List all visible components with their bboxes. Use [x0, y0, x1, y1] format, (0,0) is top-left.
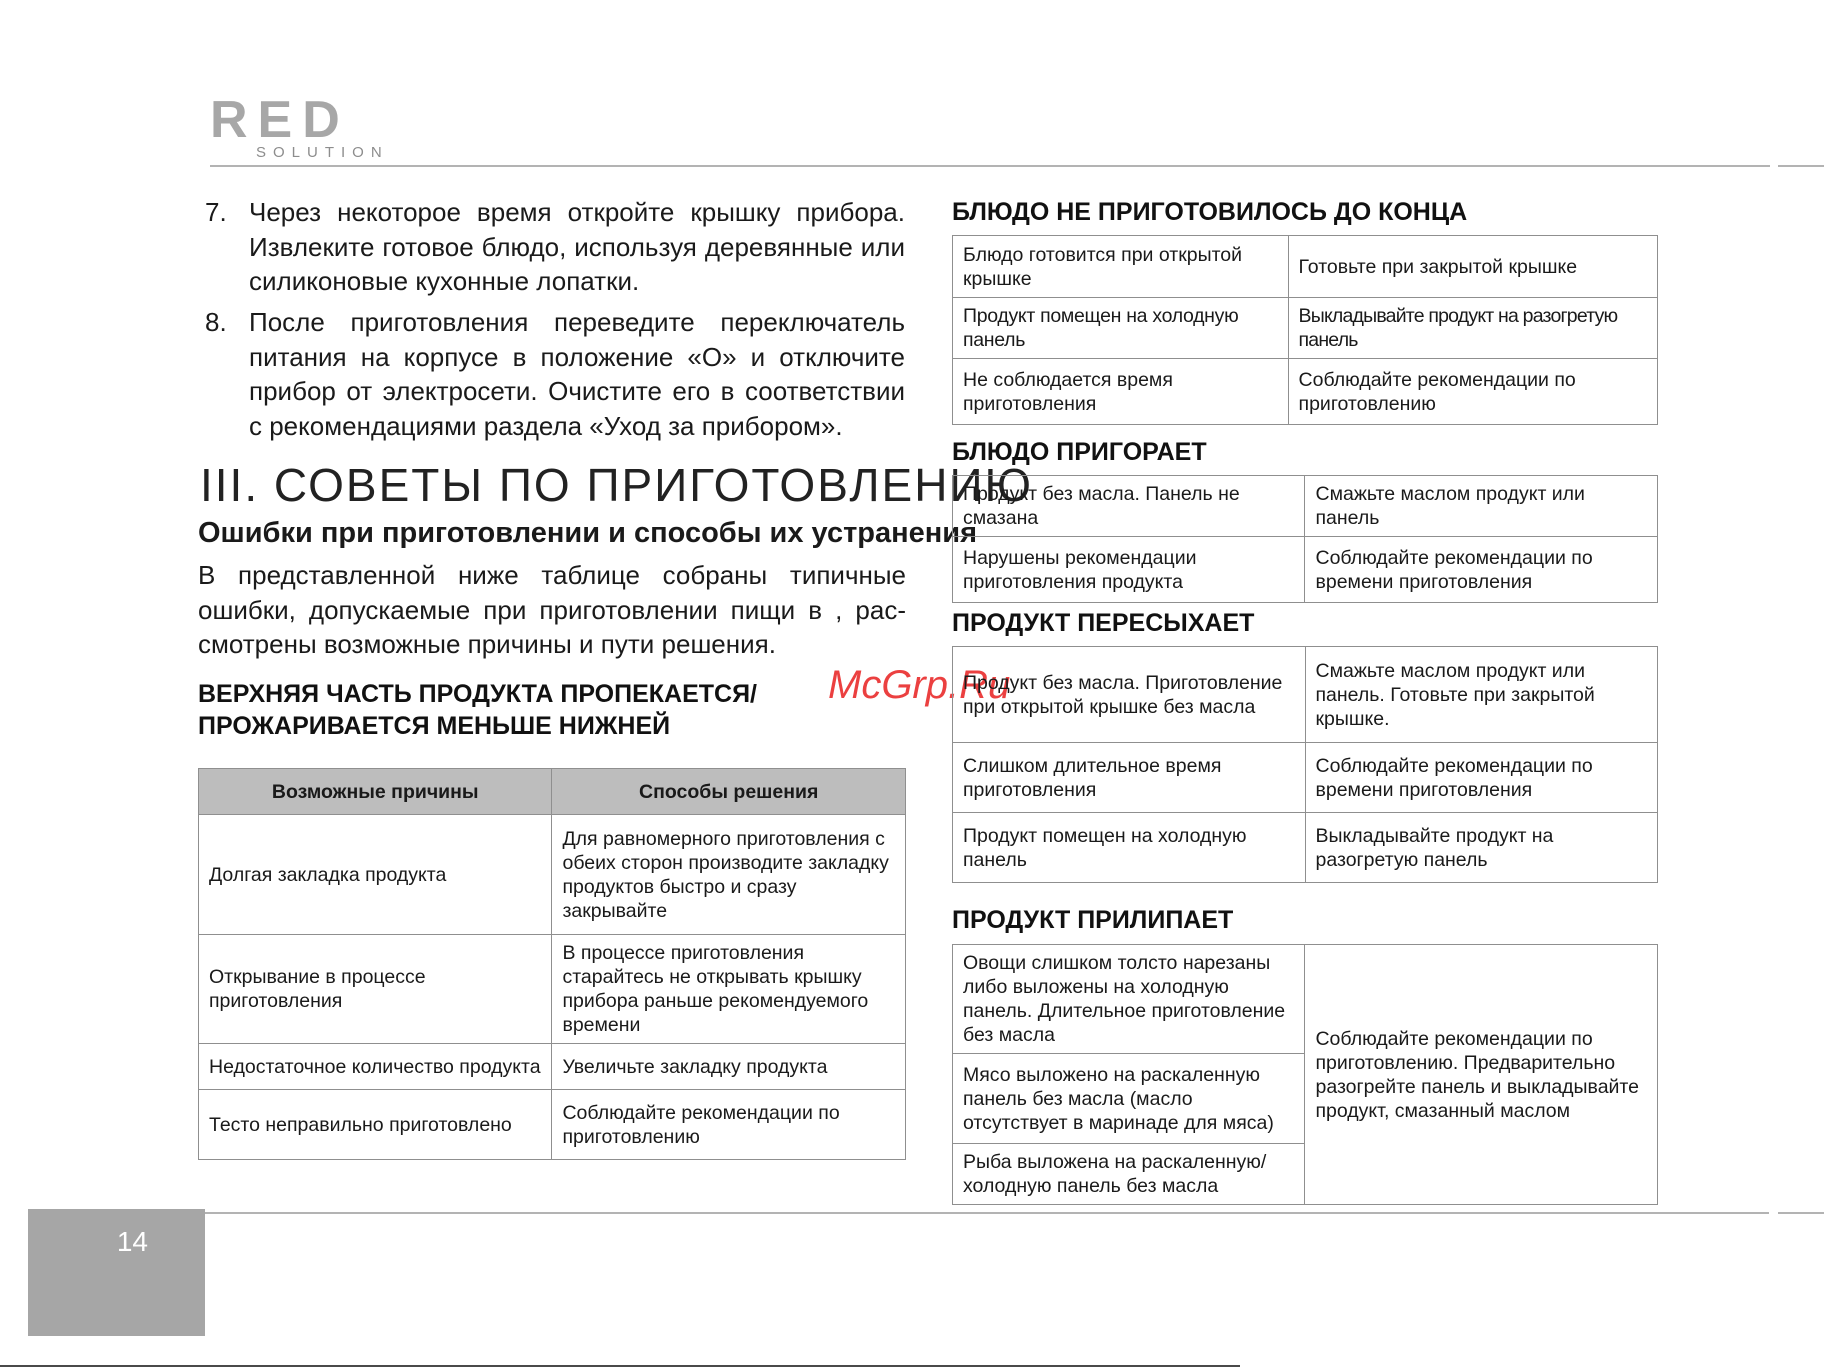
- table-row: [953, 359, 1658, 425]
- table-row: [953, 537, 1658, 603]
- intro-paragraph: В представленной ниже таблице собраны типичные ошибки, допускаемые при приготовлении пищи в , рассмотрены возможные причины и пути решения.: [198, 560, 906, 659]
- heading-dries-out: ПРОДУКТ ПЕРЕСЫХАЕТ: [952, 609, 1255, 637]
- table-row: [199, 815, 906, 935]
- step-number: 8.: [205, 307, 227, 337]
- brand-logo-subtitle: SOLUTION: [256, 144, 389, 161]
- table-row: [953, 743, 1658, 813]
- solution-cell: Соблюдайте рекомендации по приготовлению: [1288, 359, 1657, 425]
- solution-cell: Для равномерного приготовления с обеих сторон производите закладку продуктов быстро и сразу закрывайте: [552, 815, 906, 935]
- heading-not-cooked: БЛЮДО НЕ ПРИГОТОВИЛОСЬ ДО КОНЦА: [952, 198, 1468, 226]
- table-row: [199, 1090, 906, 1160]
- solution-cell: Смажьте маслом продукт или панель: [1305, 476, 1658, 537]
- watermark: McGrp.Ru: [828, 663, 1011, 707]
- cause-cell: Нарушены рекомендации приготовления продукта: [953, 537, 1305, 603]
- table-sticks: [952, 944, 1658, 1205]
- cause-cell: Слишком длительное время приготовления: [953, 743, 1306, 813]
- solution-cell: Соблюдайте рекомендации по времени приготовления: [1305, 743, 1658, 813]
- section-subtitle: Ошибки при приготовлении и способы их устранения: [198, 517, 978, 549]
- solution-cell: Увеличьте закладку продукта: [552, 1044, 906, 1090]
- solution-cell: Соблюдайте рекомендации по времени приготовления: [1305, 537, 1658, 603]
- brand-logo: RED: [210, 91, 350, 149]
- table-dries-out: [952, 646, 1658, 883]
- step-text: После приготовления переведите переключатель питания на корпусе в положение «О» и отключите прибор от электросети. Очистите его в соответствии с рекомендациями раздела «Уход за прибором».: [249, 307, 905, 441]
- solution-cell: Выкладывайте продукт на разогретую панель: [1288, 298, 1657, 359]
- table-row: [953, 236, 1658, 298]
- table-row: [199, 1044, 906, 1090]
- cause-cell: Мясо выложено на раскаленную панель без масла (масло отсутствует в маринаде для мяса): [953, 1054, 1305, 1144]
- page-number: 14: [116, 1226, 148, 1257]
- cause-cell: Продукт помещен на холодную панель: [953, 298, 1289, 359]
- cause-cell: Овощи слишком толсто нарезаны либо выложены на холодную панель. Длительное приготовление без масла: [953, 945, 1305, 1054]
- table-burns: [952, 475, 1658, 603]
- heading-sticks: ПРОДУКТ ПРИЛИПАЕТ: [952, 906, 1234, 934]
- footer-rule-end: [1778, 1212, 1824, 1214]
- table-row: [953, 813, 1658, 883]
- heading-burns: БЛЮДО ПРИГОРАЕТ: [952, 438, 1207, 466]
- header-rule: [210, 165, 1770, 167]
- table-not-cooked: [952, 235, 1658, 425]
- solution-cell: Соблюдайте рекомендации по приготовлению: [552, 1090, 906, 1160]
- table-row: [199, 935, 906, 1044]
- cause-cell: Недостаточное количество продукта: [199, 1044, 552, 1090]
- step-text: Через некоторое время откройте крышку прибора. Извлеките готовое блюдо, используя деревянные или силиконовые кухонные лопатки.: [249, 197, 905, 296]
- errors-table: [198, 768, 906, 1160]
- cause-cell: Продукт без масла. Приготовление при открытой крышке без масла: [953, 647, 1306, 743]
- cause-cell: Блюдо готовится при открытой крышке: [953, 236, 1289, 298]
- header-rule-end: [1778, 165, 1824, 167]
- step-7: [205, 195, 905, 299]
- solution-cell: Смажьте маслом продукт или панель. Готовьте при закрытой крышке.: [1305, 647, 1658, 743]
- table-row: [953, 647, 1658, 743]
- column-header-solutions: Способы решения: [552, 769, 906, 815]
- step-8: [205, 305, 905, 443]
- cause-cell: Продукт без масла. Панель не смазана: [953, 476, 1305, 537]
- step-number: 7.: [205, 197, 227, 227]
- solution-cell: Готовьте при закрытой крышке: [1288, 236, 1657, 298]
- cause-cell: Открывание в процессе приготовления: [199, 935, 552, 1044]
- table-row: [953, 945, 1658, 1054]
- cause-cell: Не соблюдается время приготовления: [953, 359, 1289, 425]
- cause-cell: Тесто неправильно приготовлено: [199, 1090, 552, 1160]
- solution-cell: Выкладывайте продукт на разогретую панель: [1305, 813, 1658, 883]
- cause-cell: Рыба выложена на раскаленную/холодную панель без масла: [953, 1144, 1305, 1205]
- solution-cell: В процессе приготовления старайтесь не открывать крышку прибора раньше рекомендуемого времени: [552, 935, 906, 1044]
- column-header-causes: Возможные причины: [199, 769, 552, 815]
- cause-cell: Долгая закладка продукта: [199, 815, 552, 935]
- cause-cell: Продукт помещен на холодную панель: [953, 813, 1306, 883]
- table-row: [953, 476, 1658, 537]
- table-row: [953, 298, 1658, 359]
- table-heading-top-crust: ВЕРХНЯЯ ЧАСТЬ ПРОДУКТА ПРОПЕКАЕТСЯ/ПРОЖАРИВАЕТСЯ МЕНЬШЕ НИЖНЕЙ: [198, 680, 757, 740]
- section-title: III. СОВЕТЫ ПО ПРИГОТОВЛЕНИЮ: [200, 459, 1033, 511]
- solution-cell: Соблюдайте рекомендации по приготовлению. Предварительно разогрейте панель и выкладывайте продукт, смазанный маслом: [1305, 945, 1658, 1205]
- footer-rule: [205, 1212, 1769, 1214]
